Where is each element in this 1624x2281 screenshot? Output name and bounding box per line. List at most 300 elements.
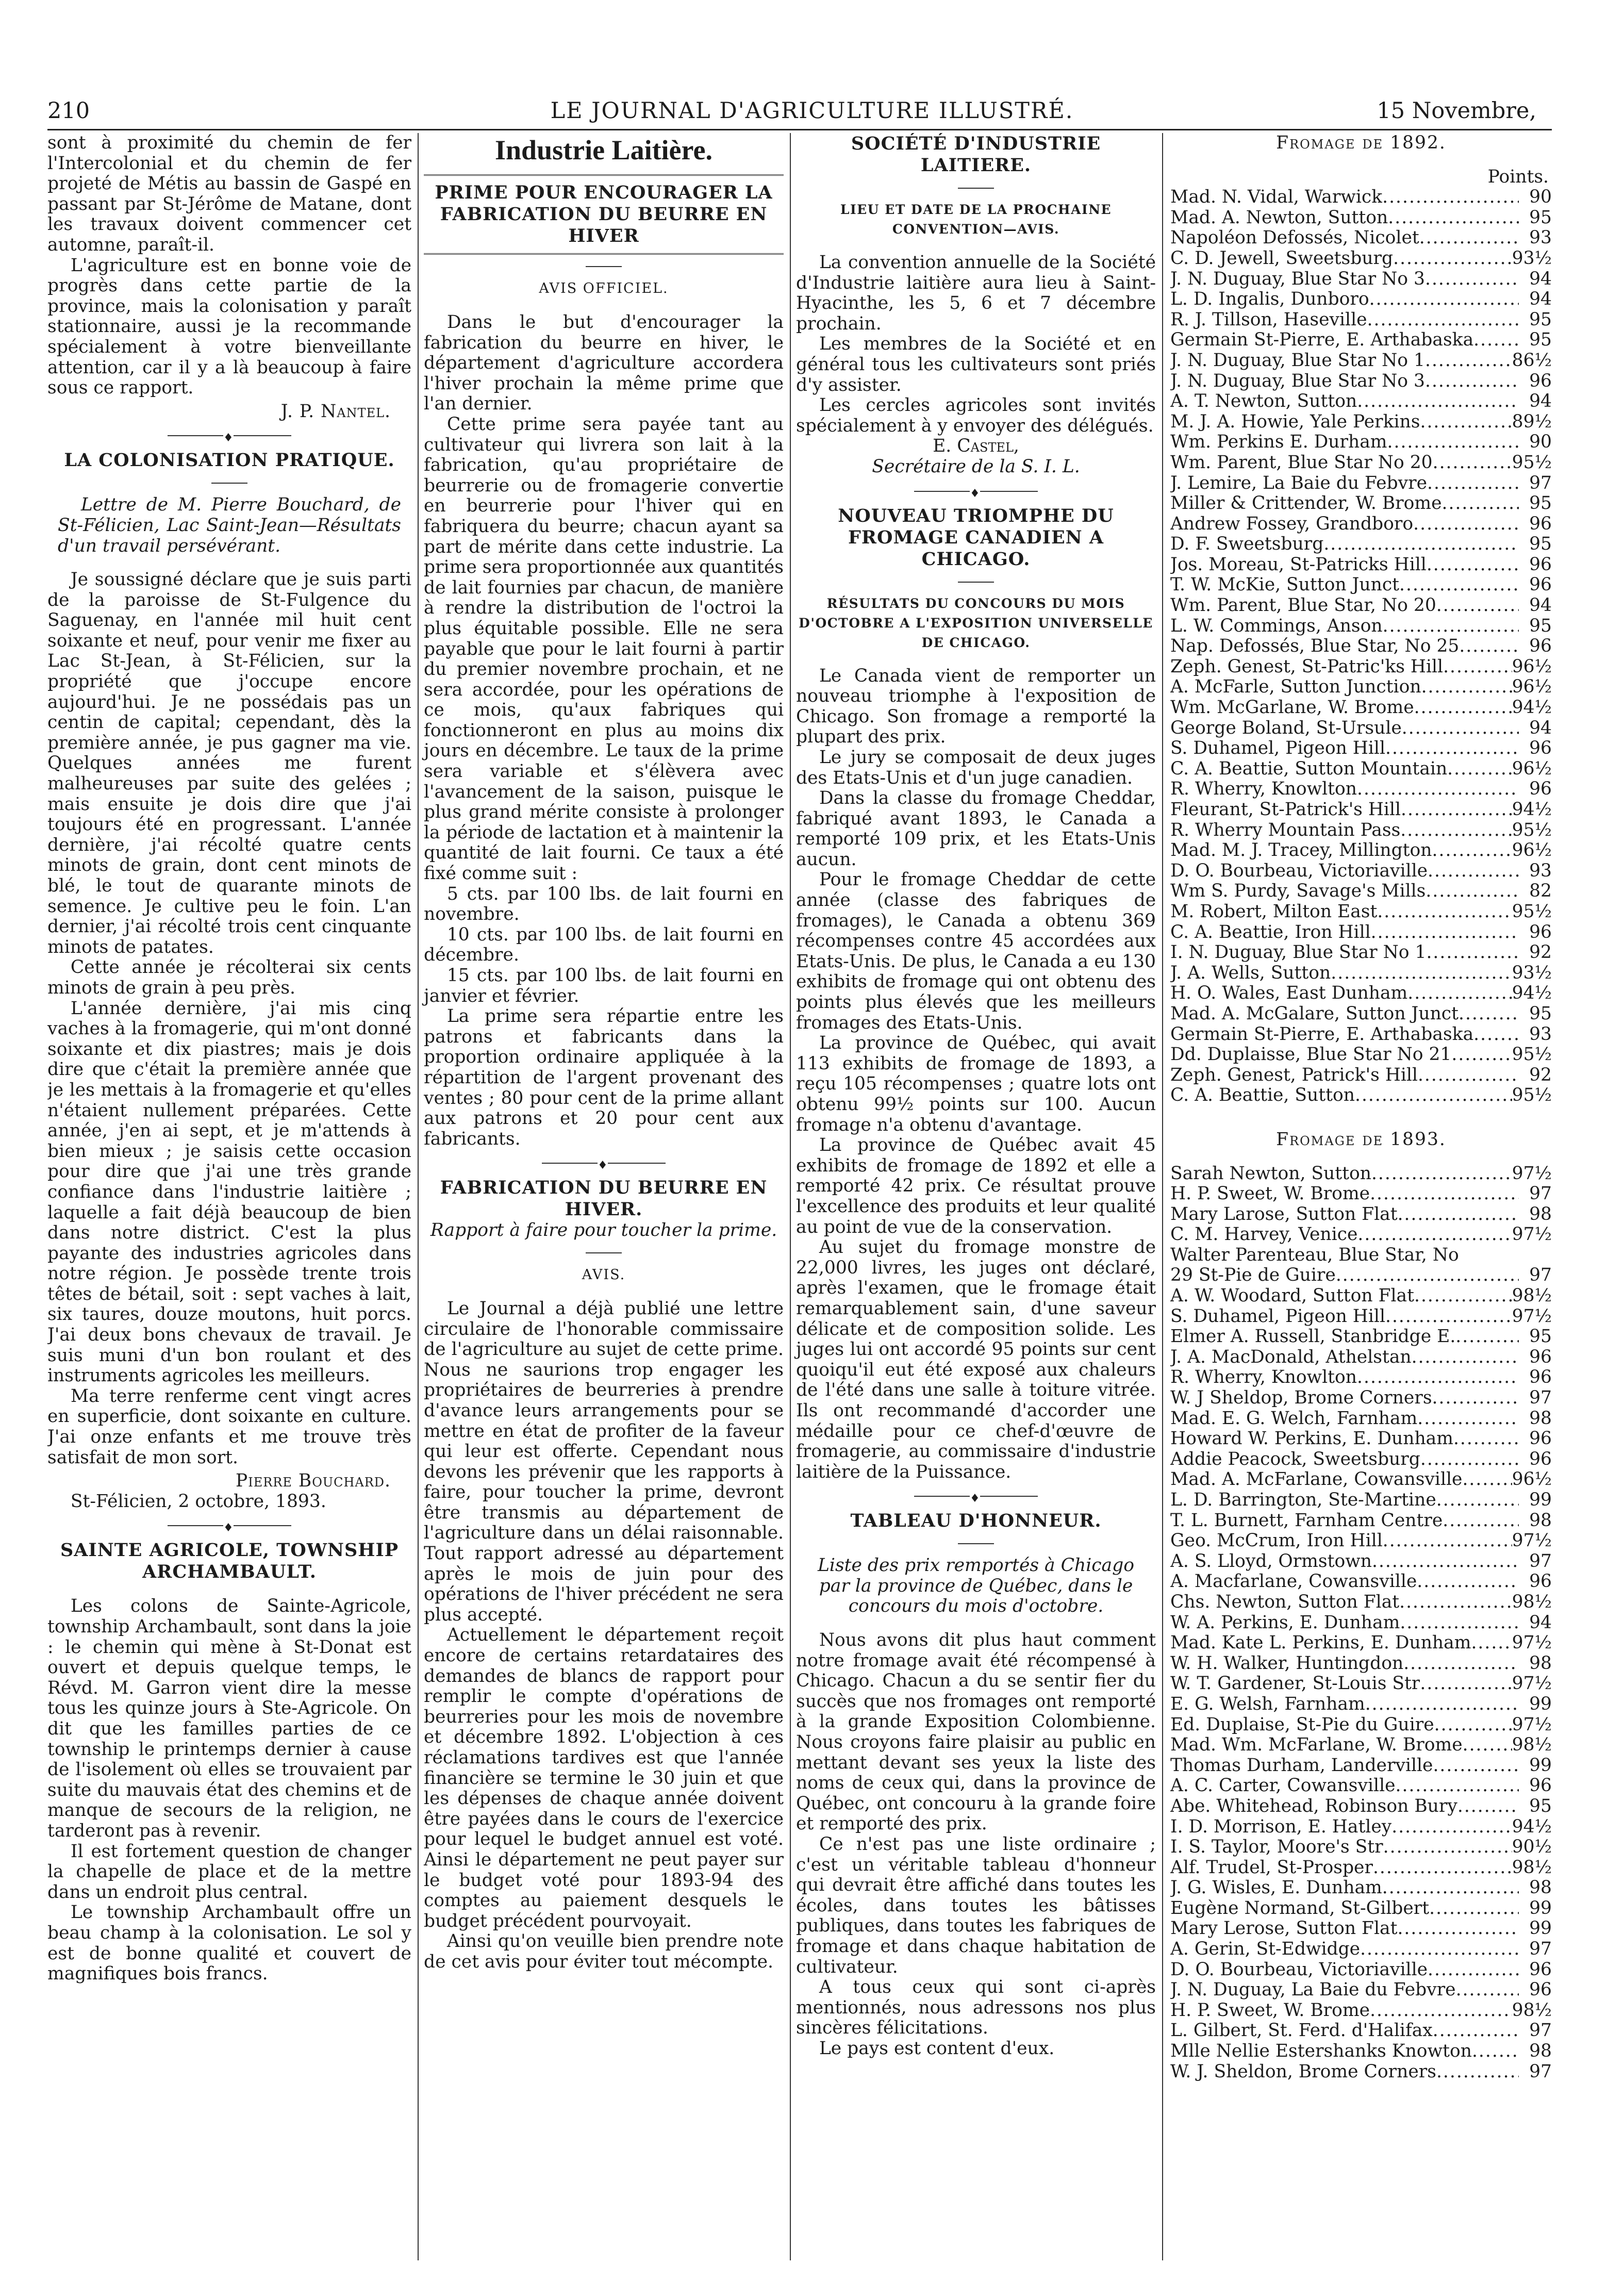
list-item (1170, 1674, 1552, 1694)
points-value: 96 (1529, 738, 1552, 759)
list-item (1170, 1715, 1552, 1735)
list-item (1170, 943, 1552, 963)
leader-dots (1357, 1367, 1519, 1388)
list-item (1170, 1858, 1552, 1878)
points-value: 95½ (1512, 819, 1552, 840)
leader-dots (1428, 1960, 1519, 1980)
exhibitor-name: Miller & Crittender, W. Brome (1170, 493, 1442, 514)
points-value: 94½ (1512, 799, 1552, 820)
leader-dots (1463, 1735, 1512, 1756)
leader-dots (1447, 759, 1512, 780)
article-paragraph: L'année dernière, j'ai mis cinq vaches à la fromagerie, qui m'ont donné soixante et dix piastres; mais je dois dire que c'était la première année que je les mettais à la fromagerie et qu'elles n'étaient nullement préparées. Cette année, j'en ai sept, et je m'attends à bien mieux ; je saisis cette occasion pour dire que j'ai une très grande confiance dans l'industrie laitière ; laquelle a fait déjà beaucoup de bien dans notre district. C'est la plus payante des industries agricoles dans notre région. Je possède trente trois têtes de bétail, soit : sept vaches à lait, six taures, douze moutons, huit porcs. J'ai deux bons chevaux de travail. Je suis muni d'un bon roulant et des instruments agricoles les meilleurs. (47, 998, 411, 1386)
article-paragraph: sont à proximité du chemin de fer l'Intercolonial et du chemin de fer projeté de Métis au bassin de Gaspé en passant par St-Jérôme de Matane, dont les travaux doivent commencer cet automne, paraît-il. (47, 133, 411, 255)
rule (958, 582, 994, 583)
list-item (1170, 269, 1552, 290)
exhibitor-name: M. J. A. Howie, Yale Perkins (1170, 411, 1420, 432)
exhibitor-name: Abe. Whitehead, Robinson Bury (1170, 1796, 1457, 1816)
leader-dots (1442, 493, 1519, 514)
points-value: 96 (1529, 370, 1552, 391)
list-item (1170, 1613, 1552, 1633)
exhibitor-name: Mad. A. McFarlane, Cowansville (1170, 1469, 1463, 1490)
exhibitor-name: D. O. Bourbeau, Victoriaville (1170, 861, 1428, 881)
department-heading: Industrie Laitière. (495, 135, 712, 166)
leader-dots (1456, 1980, 1519, 2001)
exhibitor-name: Mary Lerose, Sutton Flat (1170, 1919, 1398, 1939)
list-item (1170, 1449, 1552, 1470)
list-item (1170, 1735, 1552, 1756)
article-paragraph: A tous ceux qui sont ci-après mentionnés, nous adressons nos plus sincères félicitations. (796, 1977, 1156, 2039)
list-title: Fromage de 1893. (1276, 1129, 1446, 1150)
points-value: 98½ (1512, 1591, 1552, 1612)
points-value: 97 (1529, 1183, 1552, 1204)
list-item (1170, 1837, 1552, 1858)
list-item (1170, 657, 1552, 677)
list-item (1170, 2021, 1552, 2041)
article-paragraph: Actuellement le département reçoit encore de certains retardataires des demandes de blancs de rapport pour remplir le compte d'opérations de beurreries pour les mois de novembre et décembre 1892. L'objection à ces réclamations tardives est que l'année financière se termine le 30 juin et que les dépenses de chaque année doivent être payées dans le cours de l'exercice pour lequel le budget annuel est voté. Ainsi le département ne peut payer sur le budget voté pour 1893-94 des comptes au paiement desquels le budget précédent pourvoyait. (424, 1625, 784, 1931)
signature-title: Secrétaire de la S. I. L. (872, 456, 1080, 477)
exhibitor-name: D. O. Bourbeau, Victoriaville (1170, 1959, 1428, 1980)
article-paragraph: Pour le fromage Cheddar de cette année (classe des fabriques de fromages), le Canada a obtenu 369 récompenses contre 45 accordées aux Etats-Unis. De plus, le Canada a eu 130 exhibits de fromage qui ont obtenu des points plus élevés que les meilleurs fromages des Etats-Unis. (796, 869, 1156, 1033)
list-item (1170, 1878, 1552, 1898)
list-item (1170, 983, 1552, 1004)
leader-dots (1331, 963, 1512, 984)
leader-dots (1473, 1024, 1519, 1045)
article-paragraph: Le pays est content d'eux. (819, 2038, 1055, 2059)
list-item (1170, 1817, 1552, 1838)
list-item (1170, 1327, 1552, 1347)
leader-dots (1371, 922, 1519, 943)
list-item (1170, 1164, 1552, 1184)
exhibitor-name: Mary Larose, Sutton Flat (1170, 1204, 1398, 1225)
exhibitor-name: Germain St-Pierre, E. Arthabaska (1170, 330, 1474, 351)
points-value: 95 (1529, 329, 1552, 351)
rate-line: 15 cts. par 100 lbs. de lait fourni en janvier et février. (424, 965, 784, 1006)
leader-dots (1457, 1796, 1519, 1817)
exhibitor-name: J. N. Duguay, Blue Star No 3 (1170, 371, 1425, 391)
leader-dots (1426, 943, 1519, 963)
prize-list-1893 (1170, 1164, 1552, 2082)
list-item (1170, 1511, 1552, 1531)
points-value: 97½ (1512, 1530, 1552, 1551)
points-value: 96½ (1512, 676, 1552, 698)
exhibitor-name: R. J. Tillson, Haseville (1170, 309, 1367, 330)
points-value: 95 (1529, 309, 1552, 330)
leader-dots (1427, 555, 1519, 575)
exhibitor-name: A. T. Newton, Sutton (1170, 391, 1357, 412)
section-subtitle: Liste des prix remportés à Chicago par la province de Québec, dans le concours du mois d'octobre. (818, 1555, 1134, 1617)
leader-dots (1357, 391, 1519, 412)
points-value: 94 (1529, 595, 1552, 616)
place-date: St-Félicien, 2 octobre, 1893. (70, 1491, 326, 1512)
exhibitor-name: Wm. Parent, Blue Star No 20 (1170, 452, 1433, 473)
leader-dots (1443, 1511, 1519, 1531)
points-value: 95 (1529, 1003, 1552, 1024)
list-item (1170, 1388, 1552, 1409)
leader-dots (1397, 1919, 1519, 1939)
exhibitor-name: Wm. McGarlane, W. Brome (1170, 698, 1414, 718)
list-item (1170, 187, 1552, 208)
list-item (1170, 208, 1552, 228)
list-item (1170, 473, 1552, 494)
column-divider (790, 133, 791, 2260)
leader-dots (1373, 1858, 1512, 1878)
points-value: 98 (1529, 1510, 1552, 1531)
exhibitor-name: Alf. Trudel, St-Prosper (1170, 1857, 1373, 1878)
leader-dots (1388, 208, 1519, 228)
list-item (1170, 1898, 1552, 1919)
article-paragraph: Les cercles agricoles sont invités spécialement à y envoyer des délégués. (796, 395, 1156, 436)
leader-dots (1385, 738, 1519, 759)
leader-dots (1436, 596, 1519, 616)
exhibitor-name: C. A. Beattie, Sutton Mountain (1170, 758, 1448, 779)
exhibitor-name: Germain St-Pierre, E. Arthabaska (1170, 1024, 1474, 1045)
list-item (1170, 1939, 1552, 1960)
exhibitor-name: R. Wherry, Knowlton (1170, 1367, 1357, 1388)
points-value: 96 (1529, 1775, 1552, 1796)
points-value: 97½ (1512, 1632, 1552, 1654)
points-value: 93½ (1512, 247, 1552, 269)
article-paragraph: Je soussigné déclare que je suis parti de la paroisse de St-Fulgence du Saguenay, en l'année mil huit cent soixante et neuf, pour venir me fixer au Lac St-Jean, à St-Félicien, sur la propriété que j'occupe encore aujourd'hui. Je ne possédais pas un centin de capital; cependant, dès la première année, je pus gagner ma vie. Quelques années me furent malheureuses par suite des gelées ; mais ensuite je dois dire que j'ai toujours été en progressant. L'année dernière, j'ai récolté quatre cents minots de grain, dont cent minots de blé, le tout de quarante minots de semence. Je cultive peu le foin. L'an dernier, j'ai récolté trois cent cinquante minots de patates. (47, 569, 411, 957)
points-value: 95½ (1512, 901, 1552, 922)
article-paragraph: Ainsi qu'on veuille bien prendre note de cet avis pour éviter tout mécompte. (424, 1931, 784, 1972)
points-value: 97½ (1512, 1224, 1552, 1245)
column-divider (1162, 133, 1163, 2260)
exhibitor-name: Mad. E. G. Welch, Farnham (1170, 1408, 1418, 1429)
leader-dots (1434, 1715, 1512, 1735)
section-title: LA COLONISATION PRATIQUE. (64, 450, 395, 471)
points-value: 90½ (1512, 1837, 1552, 1858)
list-item (1170, 1531, 1552, 1551)
list-item (1170, 616, 1552, 637)
points-value: 90 (1529, 187, 1552, 208)
points-value: 98 (1529, 1652, 1552, 1674)
points-value: 95½ (1512, 452, 1552, 473)
exhibitor-name: R. Wherry, Knowlton (1170, 779, 1357, 800)
leader-dots (1400, 820, 1512, 841)
points-value: 98 (1529, 1203, 1552, 1225)
points-value: 94 (1529, 1612, 1552, 1633)
points-value: 96 (1529, 1428, 1552, 1449)
leader-dots (1399, 575, 1519, 596)
rate-line: 5 cts. par 100 lbs. de lait fourni en novembre. (424, 883, 784, 925)
points-value: 95½ (1512, 1085, 1552, 1106)
leader-dots (1387, 432, 1519, 453)
points-value: 94½ (1512, 1816, 1552, 1837)
leader-dots (1396, 1776, 1519, 1796)
leader-dots (1433, 1756, 1519, 1776)
leader-dots (1420, 1674, 1512, 1694)
article-paragraph: L'agriculture est en bonne voie de progrès dans cette partie de la province, mais la colonisation y paraît stationnaire, aussi je la recommande spécialement à votre bienveillante attention, car il y a là beaucoup à faire sous ce rapport. (47, 255, 411, 399)
leader-dots (1403, 1654, 1519, 1674)
exhibitor-name: Elmer A. Russell, Stanbridge E. (1170, 1327, 1456, 1347)
points-value: 93 (1529, 227, 1552, 249)
points-value: 96 (1529, 574, 1552, 596)
exhibitor-name: A. McFarle, Sutton Junction (1170, 677, 1421, 698)
list-item (1170, 1245, 1552, 1266)
leader-dots (1367, 310, 1519, 330)
exhibitor-name: Dd. Duplaisse, Blue Star No 21 (1170, 1045, 1452, 1065)
exhibitor-name: A. Macfarlane, Cowansville (1170, 1572, 1417, 1592)
list-item (1170, 1469, 1552, 1490)
exhibitor-name: Ed. Duplaise, St-Pie du Guire (1170, 1714, 1434, 1735)
list-item (1170, 1085, 1552, 1106)
exhibitor-name: Mad. M. J. Tracey, Millington (1170, 840, 1432, 861)
rule (958, 1543, 994, 1544)
exhibitor-name: Nap. Defossés, Blue Star, No 25 (1170, 636, 1460, 657)
section-title: SAINTE AGRICOLE, TOWNSHIP ARCHAMBAULT. (60, 1540, 399, 1583)
leader-dots (1382, 187, 1519, 208)
leader-dots (1417, 1409, 1519, 1429)
exhibitor-name: Chs. Newton, Sutton Flat (1170, 1592, 1400, 1612)
exhibitor-name: S. Duhamel, Pigeon Hill (1170, 738, 1385, 759)
article-paragraph: La province de Québec, qui avait 113 exhibits de fromage de 1893, a reçu 105 récompenses ; quatre lots ont obtenu 99½ points sur 100. Aucun fromage n'a obtenu d'avantage. (796, 1033, 1156, 1135)
points-value: 95½ (1512, 1044, 1552, 1065)
article-paragraph: Cette prime sera payée tant au cultivateur qui livrera son lait à la fabrication, qu'au propriétaire de beurrerie ou de fromagerie convertie en beurrerie pour l'hiver qui en fabriquera du beurre; chacun ayant sa part de mérite dans cette industrie. La prime sera proportionnée aux quantités de lait fournies par chacun, de manière à rendre la distribution de l'octroi la plus équitable possible. Elle ne sera payable que pour le lait fourni à partir du premier novembre prochain, et ne sera accordée, pour les opérations de ce mois, qu'aux fabriques qui fonctionneront en plus au moins dix jours en décembre. Le taux de la prime sera variable et s'élèvera avec l'avancement de la saison, puisque le plus grand mérite consiste à prolonger la période de lactation et à maintenir la quantité de lait fourni. Ce taux a été fixé comme suit : (424, 414, 784, 884)
list-item (1170, 493, 1552, 514)
list-item (1170, 963, 1552, 984)
leader-dots (1383, 1531, 1512, 1551)
exhibitor-name: A. W. Woodard, Sutton Flat (1170, 1286, 1414, 1307)
list-item (1170, 1225, 1552, 1245)
leader-dots (1399, 1592, 1512, 1613)
points-value: 96½ (1512, 656, 1552, 677)
leader-dots (1357, 779, 1519, 800)
exhibitor-name: J. G. Wisles, E. Dunham (1170, 1878, 1382, 1898)
list-item (1170, 1429, 1552, 1449)
leader-dots (1420, 1449, 1519, 1470)
article-paragraph: Le Canada vient de remporter un nouveau triomphe à l'exposition de Chicago. Son fromage a remporté la plupart des prix. (796, 665, 1156, 748)
points-value: 97 (1529, 472, 1552, 493)
exhibitor-name: R. Wherry Mountain Pass (1170, 820, 1401, 840)
list-item (1170, 228, 1552, 249)
header-rule (47, 129, 1552, 130)
leader-dots (1407, 983, 1512, 1004)
points-value: 93 (1529, 1023, 1552, 1045)
exhibitor-name: Mad. A. Newton, Sutton (1170, 207, 1388, 228)
points-value: 95 (1529, 493, 1552, 514)
points-value: 82 (1529, 881, 1552, 902)
leader-dots (1443, 657, 1512, 677)
list-item (1170, 310, 1552, 330)
points-value: 99 (1529, 1897, 1552, 1919)
points-value: 96½ (1512, 758, 1552, 779)
exhibitor-name: Mad. Kate L. Perkins, E. Dunham (1170, 1633, 1471, 1654)
list-item (1170, 1045, 1552, 1065)
list-item (1170, 800, 1552, 820)
exhibitor-name: Fleurant, St-Patrick's Hill (1170, 800, 1401, 820)
ornament-divider (168, 435, 291, 436)
list-item (1170, 1204, 1552, 1225)
page-number: 210 (47, 98, 90, 124)
points-value: 94 (1529, 717, 1552, 738)
exhibitor-name: Geo. McCrum, Iron Hill (1170, 1531, 1383, 1551)
exhibitor-name: Mad. Wm. McFarlane, W. Brome (1170, 1735, 1463, 1756)
leader-dots (1382, 1878, 1519, 1898)
points-value: 86½ (1512, 350, 1552, 371)
exhibitor-name: Napoléon Defossés, Nicolet (1170, 228, 1419, 249)
points-value: 96 (1529, 636, 1552, 657)
exhibitor-name: Thomas Durham, Landerville (1170, 1755, 1433, 1776)
list-item (1170, 555, 1552, 575)
list-item (1170, 881, 1552, 902)
exhibitor-name: A. C. Carter, Cowansville (1170, 1776, 1396, 1796)
article-paragraph: Dans la classe du fromage Cheddar, fabriqué avant 1893, le Canada a remporté 109 prix, et les Etats-Unis aucun. (796, 788, 1156, 870)
rate-line: 10 cts. par 100 lbs. de lait fourni en décembre. (424, 924, 784, 966)
leader-dots (1453, 1429, 1519, 1449)
leader-dots (1436, 2062, 1519, 2082)
leader-dots (1385, 1307, 1512, 1327)
column-2 (420, 133, 788, 2260)
exhibitor-name: Zeph. Genest, Patrick's Hill (1170, 1065, 1418, 1085)
list-item (1170, 779, 1552, 800)
points-value: 99 (1529, 1693, 1552, 1714)
points-value: 97 (1529, 1939, 1552, 1960)
leader-dots (1377, 902, 1512, 922)
points-value: 98½ (1512, 1999, 1552, 2021)
points-value: 94 (1529, 268, 1552, 289)
points-value: 98 (1529, 1877, 1552, 1898)
exhibitor-name: W. T. Gardener, St-Louis Str (1170, 1674, 1420, 1694)
list-item (1170, 1307, 1552, 1327)
journal-title: LE JOURNAL D'AGRICULTURE ILLUSTRÉ. (550, 98, 1074, 124)
list-item (1170, 636, 1552, 657)
list-item (1170, 1024, 1552, 1045)
list-item (1170, 759, 1552, 780)
points-value: 89½ (1512, 411, 1552, 432)
leader-dots (1425, 269, 1519, 290)
article-paragraph: Les colons de Sainte-Agricole, township Archambault, sont dans la joie : le chemin qui mène à St-Donat est ouvert et depuis quelque temps, le Révd. M. Garron vient dire la messe tous les quinze jours à Ste-Agricole. On dit que les familles parties de ce township le printemps dernier à cause de l'isolement où elles se trouvaient par suite du mauvais état des chemins et de manque de secours de la religion, ne tarderont pas à revenir. (47, 1596, 411, 1841)
leader-dots (1413, 514, 1519, 535)
exhibitor-name: T. W. McKie, Sutton Junct (1170, 575, 1400, 596)
exhibitor-name: W. H. Walker, Huntingdon (1170, 1653, 1404, 1674)
points-value: 99 (1529, 1755, 1552, 1776)
exhibitor-name: J. A. MacDonald, Athelstan (1170, 1347, 1412, 1367)
list-item (1170, 1367, 1552, 1388)
exhibitor-name: I. S. Taylor, Moore's Str (1170, 1837, 1383, 1858)
list-item (1170, 1960, 1552, 1980)
article-paragraph: Cette année je récolterai six cents minots de grain à peu près. (47, 957, 411, 998)
points-label: Points. (1487, 166, 1549, 187)
leader-dots (1425, 371, 1519, 392)
points-value: 95 (1529, 1326, 1552, 1347)
points-value: 99 (1529, 1490, 1552, 1510)
leader-dots (1398, 1204, 1519, 1225)
leader-dots (1383, 1837, 1512, 1858)
points-value: 96 (1529, 1346, 1552, 1367)
exhibitor-name: Mad. A. McGalare, Sutton Junct (1170, 1003, 1459, 1024)
points-value: 95 (1529, 615, 1552, 636)
points-value: 94 (1529, 391, 1552, 412)
points-value: 97 (1529, 2020, 1552, 2041)
list-item (1170, 922, 1552, 943)
leader-dots (1459, 636, 1519, 657)
leader-dots (1455, 1327, 1519, 1347)
list-item (1170, 677, 1552, 698)
exhibitor-name: Wm. Perkins E. Durham (1170, 432, 1387, 453)
list-item (1170, 391, 1552, 412)
points-value: 94½ (1512, 697, 1552, 718)
ornament-divider (168, 1525, 291, 1526)
list-item (1170, 1286, 1552, 1307)
points-value: 98½ (1512, 1734, 1552, 1756)
points-value: 90 (1529, 432, 1552, 453)
article-paragraph: Le Journal a déjà publié une lettre circulaire de l'honorable commissaire de l'agriculture au sujet de cette prime. Nous ne saurions trop engager les propriétaires de beurreries à prendre d'avance leurs arrangements pour se mettre en état de profiter de la faveur qui leur est offerte. Cependant nous devons les prévenir que les rapports à faire, pour toucher la prime, devront être transmis au département de l'agriculture dans un délai raisonnable. Tout rapport adressé au département après le mois de juin pour des opérations de l'hiver précédent ne sera plus accepté. (424, 1298, 784, 1625)
leader-dots (1451, 1045, 1512, 1065)
points-value: 98 (1529, 2041, 1552, 2062)
exhibitor-name: C. D. Jewell, Sweetsburg (1170, 248, 1394, 269)
exhibitor-name: T. L. Burnett, Farnham Centre (1170, 1510, 1443, 1531)
leader-dots (1370, 1184, 1519, 1204)
exhibitor-name: Mad. N. Vidal, Warwick (1170, 187, 1383, 208)
exhibitor-name: W. A. Perkins, E. Dunham (1170, 1612, 1400, 1633)
exhibitor-name: W. J Sheldop, Brome Corners (1170, 1388, 1432, 1409)
list-item (1170, 1980, 1552, 2001)
exhibitor-name: A. Gerin, St-Edwidge (1170, 1939, 1361, 1960)
exhibitor-name: Wm. Parent, Blue Star, No 20 (1170, 596, 1436, 616)
leader-dots (1433, 2021, 1519, 2041)
section-title: FABRICATION DU BEURRE EN HIVER. (440, 1177, 768, 1220)
leader-dots (1421, 677, 1512, 698)
exhibitor-name: J. N. Duguay, Blue Star No 3 (1170, 269, 1425, 289)
list-item (1170, 453, 1552, 473)
list-item (1170, 1633, 1552, 1654)
points-value: 94 (1529, 289, 1552, 310)
section-subtitle: Rapport à faire pour toucher la prime. (430, 1220, 777, 1241)
section-subtitle: RÉSULTATS DU CONCOURS DU MOIS D'OCTOBRE A L'EXPOSITION UNIVERSELLE DE CHICAGO. (799, 596, 1153, 650)
exhibitor-name: H. O. Wales, East Dunham (1170, 983, 1408, 1004)
leader-dots (1357, 1225, 1512, 1245)
leader-dots (1428, 861, 1519, 882)
article-paragraph: Ce n'est pas une liste ordinaire ; c'est un véritable tableau d'honneur qui devrait être affiché dans toutes les écoles, dans toutes les bâtisses publiques, dans toutes les fabriques de fromage et dans chaque habitation de cultivateur. (796, 1834, 1156, 1977)
list-item (1170, 412, 1552, 433)
signature: J. P. Nantel. (280, 401, 391, 422)
exhibitor-name: Mlle Nellie Estershanks Knowton (1170, 2041, 1472, 2062)
list-item (1170, 1065, 1552, 1086)
list-item (1170, 1572, 1552, 1592)
list-item (1170, 351, 1552, 371)
list-item (1170, 575, 1552, 596)
list-item (1170, 1184, 1552, 1204)
ornament-divider (914, 491, 1038, 492)
points-value: 92 (1529, 942, 1552, 963)
list-item (1170, 840, 1552, 861)
exhibitor-name: 29 St-Pie de Guire (1170, 1265, 1336, 1286)
leader-dots (1402, 718, 1519, 739)
leader-dots (1417, 1572, 1519, 1592)
list-item (1170, 289, 1552, 310)
points-value: 95 (1529, 207, 1552, 228)
points-value: 97 (1529, 2061, 1552, 2082)
leader-dots (1425, 351, 1512, 371)
points-value: 97 (1529, 1387, 1552, 1409)
points-value: 96½ (1512, 1469, 1552, 1490)
leader-dots (1459, 1004, 1519, 1024)
leader-dots (1462, 1469, 1512, 1490)
points-value: 96 (1529, 1448, 1552, 1469)
exhibitor-name: W. J. Sheldon, Brome Corners (1170, 2061, 1436, 2082)
points-value: 95 (1529, 1795, 1552, 1816)
list-item (1170, 738, 1552, 759)
exhibitor-name: J. N. Duguay, Blue Star No 1 (1170, 350, 1425, 371)
points-value: 97½ (1512, 1673, 1552, 1694)
article-paragraph: La convention annuelle de la Société d'Industrie laitière aura lieu à Saint-Hyacinthe, les 5, 6 et 7 décembre prochain. (796, 252, 1156, 334)
article-paragraph: Ma terre renferme cent vingt acres en superficie, dont soixante en culture. J'ai onze enfants et me trouve très satisfait de mon sort. (47, 1385, 411, 1468)
leader-dots (1400, 1613, 1519, 1633)
points-value: 99 (1529, 1918, 1552, 1939)
exhibitor-name: Walter Parenteau, Blue Star, No (1170, 1245, 1459, 1265)
leader-dots (1426, 881, 1519, 902)
list-item (1170, 1551, 1552, 1572)
